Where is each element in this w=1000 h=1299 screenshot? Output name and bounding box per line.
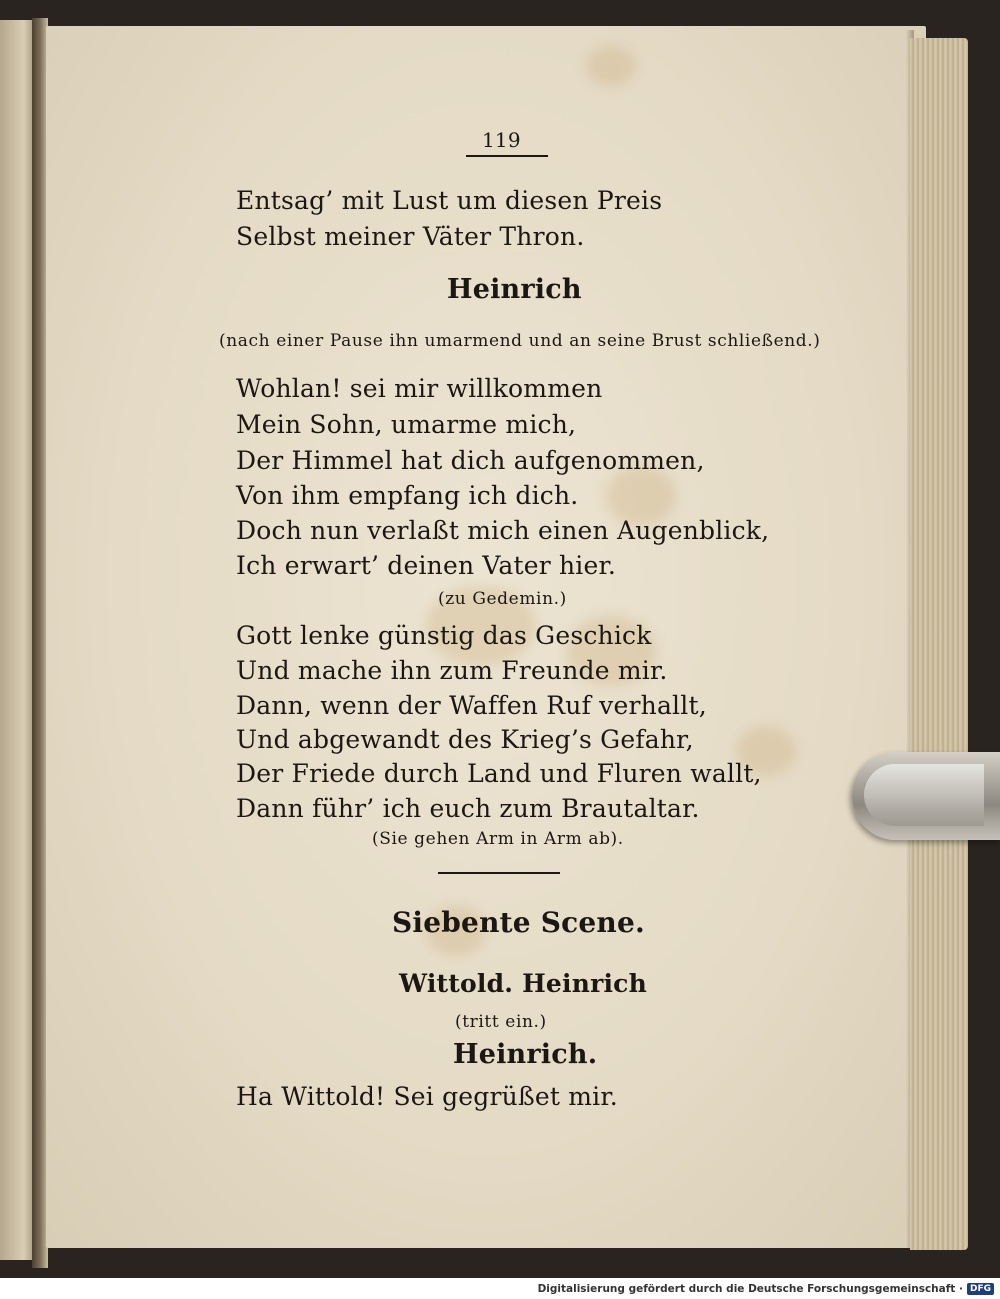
verse-line: Gott lenke günstig das Geschick — [236, 621, 652, 650]
foxing-stain — [586, 46, 636, 86]
verse-line: Selbst meiner Väter Thron. — [236, 222, 585, 251]
footer-credit-bar — [0, 1278, 1000, 1299]
verse-line: Der Himmel hat dich aufgenommen, — [236, 446, 705, 475]
scene-characters: Wittold. Heinrich — [399, 969, 647, 998]
stage-direction: (nach einer Pause ihn umarmend und an seine Brust schließend.) — [219, 331, 821, 351]
verse-line: Ha Wittold! Sei gegrüßet mir. — [236, 1082, 618, 1111]
page-number-rule — [466, 155, 548, 157]
funding-credit: Digitalisierung gefördert durch die Deutsche Forschungsgemeinschaft · — [537, 1282, 963, 1295]
metal-page-clip — [852, 752, 1000, 840]
scene-divider — [438, 872, 560, 874]
page-number: 119 — [482, 128, 521, 152]
verse-line: Von ihm empfang ich dich. — [236, 481, 579, 510]
stage-direction: (Sie gehen Arm in Arm ab). — [372, 829, 624, 849]
verse-line: Doch nun verlaßt mich einen Augenblick, — [236, 516, 770, 545]
verse-line: Ich erwart’ deinen Vater hier. — [236, 551, 617, 580]
speaker-name: Heinrich. — [453, 1039, 598, 1070]
dfg-logo: DFG — [967, 1283, 994, 1295]
page-block-edges — [910, 38, 968, 1250]
verse-line: Der Friede durch Land und Fluren wallt, — [236, 759, 762, 788]
stage-direction: (tritt ein.) — [455, 1012, 547, 1032]
verse-line: Mein Sohn, umarme mich, — [236, 410, 577, 439]
scene-title: Siebente Scene. — [392, 906, 645, 939]
verse-line: Dann führ’ ich euch zum Brautaltar. — [236, 794, 700, 823]
verse-line: Und mache ihn zum Freunde mir. — [236, 656, 668, 685]
stage-direction: (zu Gedemin.) — [438, 589, 567, 609]
verse-line: Und abgewandt des Krieg’s Gefahr, — [236, 725, 694, 754]
verse-line: Entsag’ mit Lust um diesen Preis — [236, 186, 663, 215]
verse-line: Dann, wenn der Waffen Ruf verhallt, — [236, 691, 707, 720]
verse-line: Wohlan! sei mir willkommen — [236, 374, 603, 403]
speaker-name: Heinrich — [447, 274, 582, 305]
